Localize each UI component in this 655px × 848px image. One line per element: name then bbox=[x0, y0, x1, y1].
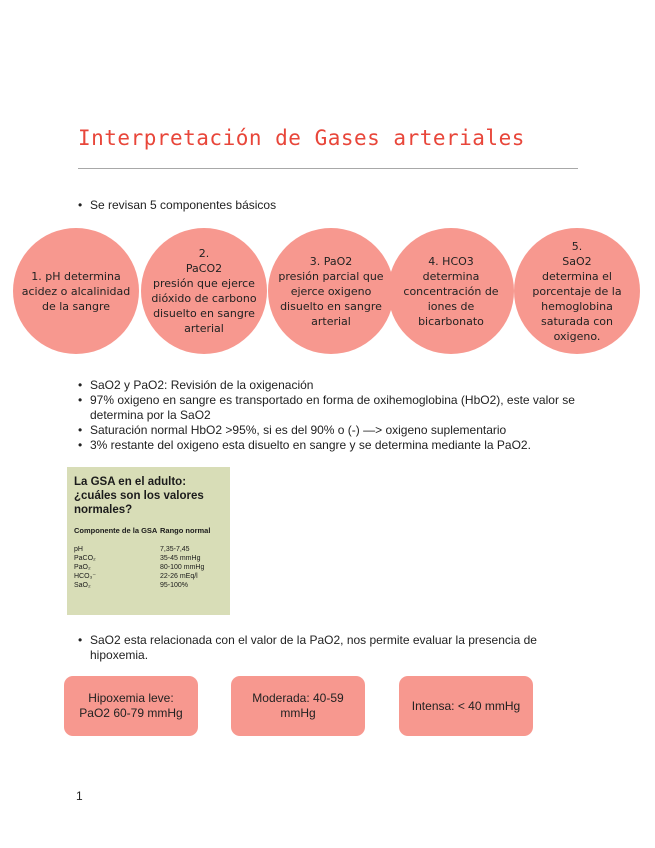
severity-mild-box: Hipoxemia leve: PaO2 60-79 mmHg bbox=[64, 676, 198, 736]
title-divider bbox=[78, 168, 578, 169]
component-circle-pao2 bbox=[268, 228, 394, 354]
bullet-item: • Saturación normal HbO2 >95%, si es del 90% o (-) —> oxigeno suplementario bbox=[78, 423, 578, 438]
table-row bbox=[74, 545, 224, 554]
oxygenation-bullet-list bbox=[78, 378, 578, 453]
table-cell-range: 22-26 mEq/l bbox=[160, 573, 198, 580]
table-cell-component: pH bbox=[74, 546, 83, 553]
bullet-item: • SaO2 y PaO2: Revisión de la oxigenación bbox=[78, 378, 578, 393]
intro-bullet-list bbox=[78, 198, 578, 213]
table-cell-component: PaCO₂ bbox=[74, 555, 96, 562]
component-circle-sao2 bbox=[514, 228, 640, 354]
bullet-item: • Se revisan 5 componentes básicos bbox=[78, 198, 578, 213]
component-text: 1. pH determina acidez o alcalinidad de la sangre bbox=[21, 269, 131, 313]
table-cell-range: 35-45 mmHg bbox=[160, 555, 201, 562]
table-row bbox=[74, 563, 224, 572]
table-body bbox=[74, 545, 224, 590]
component-circle-ph bbox=[13, 228, 139, 354]
component-text: 4. HCO3 determina concentración de iones de bicarbonato bbox=[403, 254, 499, 328]
table-title: La GSA en el adulto: ¿cuáles son los valores normales? bbox=[74, 476, 204, 516]
component-circle-hco3 bbox=[388, 228, 514, 354]
bullet-item: • 3% restante del oxigeno esta disuelto en sangre y se determina mediante la PaO2. bbox=[78, 438, 578, 453]
component-text: 2. PaCO2 presión que ejerce dióxido de carbono disuelto en sangre arterial bbox=[151, 247, 257, 335]
table-row bbox=[74, 554, 224, 563]
severity-moderate-box: Moderada: 40-59 mmHg bbox=[231, 676, 365, 736]
component-text: 3. PaO2 presión parcial que ejerce oxigeno disuelto en sangre arterial bbox=[278, 254, 384, 328]
column-header-range: Rango normal bbox=[160, 526, 211, 535]
page-number: 1 bbox=[76, 789, 83, 803]
gsa-normal-values-table bbox=[67, 467, 230, 615]
table-row bbox=[74, 581, 224, 590]
table-cell-range: 7,35-7,45 bbox=[160, 546, 190, 553]
table-cell-range: 80-100 mmHg bbox=[160, 564, 205, 571]
column-header-component: Componente de la GSA bbox=[74, 526, 158, 535]
component-text: 5. SaO2 determina el porcentaje de la hemoglobina saturada con oxigeno. bbox=[532, 239, 622, 343]
bullet-item: • SaO2 esta relacionada con el valor de la PaO2, nos permite evaluar la presencia de hipoxemia. bbox=[78, 633, 578, 663]
table-cell-range: 95-100% bbox=[160, 582, 189, 589]
severity-intense-box: Intensa: < 40 mmHg bbox=[399, 676, 533, 736]
bullet-item: • 97% oxigeno en sangre es transportado en forma de oxihemoglobina (HbO2), este valor se determina por la SaO2 bbox=[78, 393, 578, 423]
table-cell-component: PaO₂ bbox=[74, 564, 91, 571]
table-cell-component: HCO₃⁻ bbox=[74, 573, 97, 580]
page-title: Interpretación de Gases arteriales bbox=[78, 126, 525, 150]
table-row bbox=[74, 572, 224, 581]
table-cell-component: SaO₂ bbox=[74, 582, 91, 589]
component-circle-paco2 bbox=[141, 228, 267, 354]
hypoxemia-bullet-list bbox=[78, 633, 578, 663]
table-header bbox=[74, 526, 224, 535]
